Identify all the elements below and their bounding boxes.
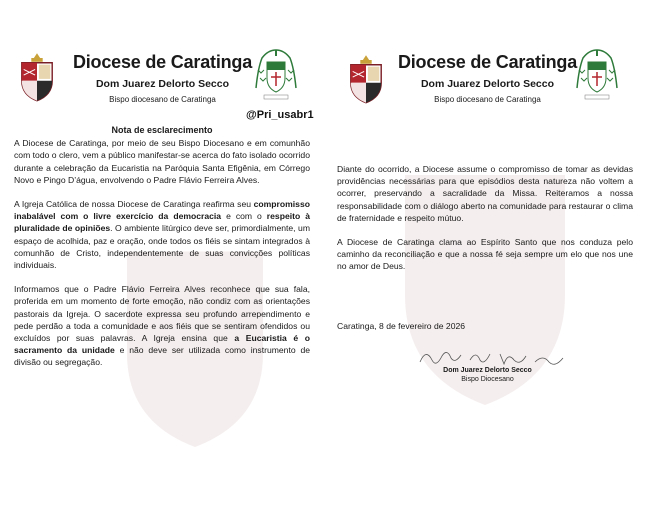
diocese-title: Diocese de Caratinga (397, 52, 578, 72)
emphasis-text: respeito à pluralidade de opiniões (14, 211, 310, 234)
paragraph-2 (14, 198, 310, 271)
paragraph-text: e não deve ser utilizada como instrumento de divisão ou segregação. (14, 345, 311, 368)
bishop-role: Bispo diocesano de Caratinga (109, 95, 216, 104)
letter-date: Caratinga, 8 de fevereiro de 2026 (337, 321, 466, 331)
paragraph-text: e com o (221, 211, 267, 222)
paragraph-3 (14, 283, 310, 368)
bishop-coat-of-arms-icon (254, 48, 298, 102)
bishop-name: Dom Juarez Delorto Secco (420, 78, 555, 90)
signer-name: Dom Juarez Delorto Secco (443, 367, 532, 374)
letter-body (14, 124, 310, 381)
letterhead (325, 44, 650, 114)
bishop-role: Bispo diocesano de Caratinga (434, 95, 541, 104)
letterhead (0, 44, 325, 114)
paragraph-text: A Diocese de Caratinga, por meio de seu Bispo Diocesano e em comunhão com todo o clero, vem a público manifestar-se acerca do fato isolado ocorrido durante a celebração da Eucaristia na Paróquia Santa Efigênia, em Córrego Novo e Pingo D’água, envolvendo o Padre Flávio Ferreira Alves. (14, 138, 310, 185)
paragraph-5: A Diocese de Caratinga clama ao Espírito Santo que nos conduza pelo caminho da reconciliação e que a nossa fé seja sempre um elo que nos une no amor de Deus. (337, 237, 633, 272)
letter-page-2 (325, 0, 650, 531)
paragraph-1 (14, 137, 310, 186)
letter-body (337, 163, 633, 285)
bishop-name: Dom Juarez Delorto Secco (95, 78, 230, 90)
paragraph-text: . O ambiente litúrgico deve ser, primordialmente, um espaço de acolhida, paz e oração, onde todos os fiéis se sintam integrados à comunhão de Cristo, independentemente de suas convicções políticas individuais. (14, 223, 310, 271)
note-title: Nota de esclarecimento (111, 125, 213, 135)
signer-role: Bispo Diocesano (461, 376, 514, 383)
paragraph-4: Diante do ocorrido, a Diocese assume o compromisso de tomar as devidas providências necessárias para que episódios desta natureza não voltem a ocorrer, preservando a sacralidade da Missa. Reiteramos a nossa responsabilidade com o diálogo aberto na comunidade para restaurar o clima de fraternidade e respeito mútuo. (337, 164, 633, 223)
paragraph-text: Informamos que o Padre Flávio Ferreira Alves reconhece que sua fala, proferida em um momento de forte emoção, não condiz com as orientações pastorais da Igreja. O sacerdote expressa seu profundo arrependimento e pede perdão a toda a comunidade e aos fiéis que se sentiram ofendidos ou excluídos por suas palavras. A Igreja ensina que (14, 284, 310, 344)
emphasis-text: a Eucaristia é o sacramento da unidade (14, 333, 310, 356)
bishop-coat-of-arms-icon (575, 48, 619, 102)
diocese-title: Diocese de Caratinga (72, 52, 253, 72)
paragraph-text: A Igreja Católica de nossa Diocese de Caratinga reafirma seu (14, 199, 254, 210)
social-handle: @Pri_usabr1 (246, 109, 314, 121)
emphasis-text: compromisso inabalável com o livre exercício da democracia (14, 199, 310, 222)
